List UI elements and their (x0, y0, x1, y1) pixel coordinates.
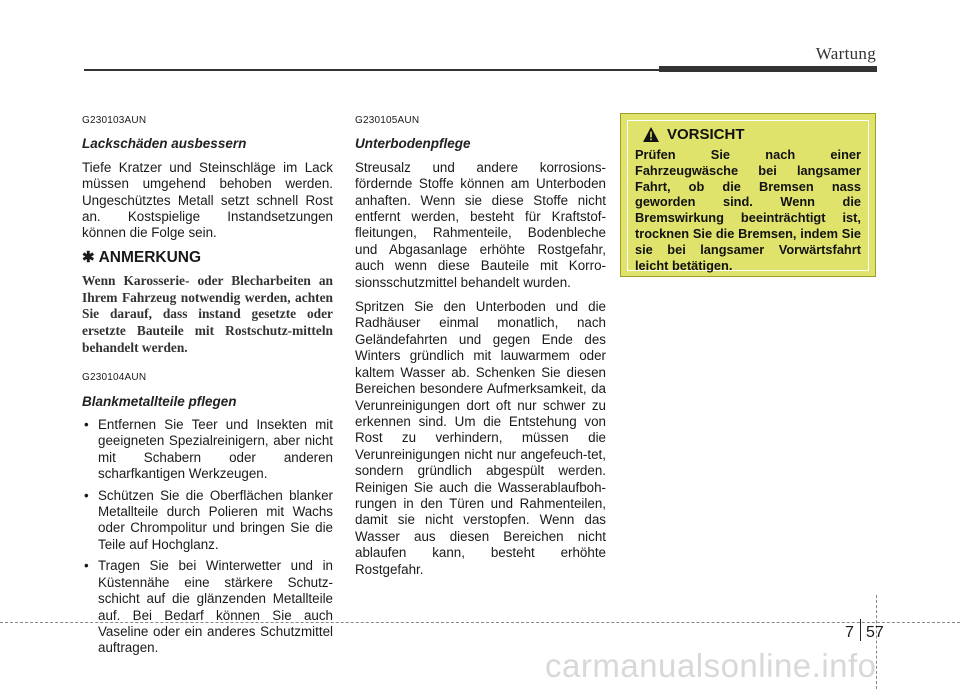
list-item: • Entfernen Sie Teer und Insekten mit geeigneten Spezialreinigern, aber nicht mit Schabern oder anderen scharfkantigen Werkzeugen. (82, 417, 333, 483)
section-heading: Unterbodenpflege (355, 136, 471, 152)
section-heading: Blankmetallteile pflegen (82, 393, 237, 409)
page-separator (860, 619, 861, 641)
note-text: Wenn Karosserie- oder Blecharbeiten an Ihrem Fahrzeug notwendig werden, achten Sie darauf, dass instand gesetzte oder ersetzte Bauteile mit Rostschutz-mitteln behandelt werden. (82, 273, 333, 355)
caution-text: Prüfen Sie nach einer Fahrzeugwäsche bei langsamer Fahrt, ob die Bremsen nass geworden sind. Wenn die Bremswirkung beeinträchtigt ist, trocknen Sie die Bremsen, indem Sie sie bei langsamer Vorwärtsfahrt leicht betätigen. (635, 147, 861, 273)
header-rule (84, 69, 659, 71)
page-number: 57 (866, 624, 884, 641)
section-title: Wartung (815, 44, 876, 63)
caution-box (620, 113, 876, 277)
paragraph: Spritzen Sie den Unterboden und die Radhäuser einmal monatlich, nach Geländefahrten und gegen Ende des Winters gründlich mit lauwarmem oder kaltem Wasser ab. Schenken Sie diesen Bereichen besondere Aufmerksamkeit, da Verunreinigungen dort oft nur schwer zu erkennen sind. Um die Entstehung von Rost zu verhindern, müssen die Verunreinigungen nicht nur angefeuch-tet, sondern gründlich abgespült werden. Reinigen Sie auch die Wasserablaufboh-rungen in den Türen und Rahmenteilen, damit sie nicht verstopfen. Wenn das Wasser aus diesen Bereichen nicht ablaufen kann, besteht erhöhte Rostgefahr. (355, 299, 606, 577)
header-bar (659, 66, 877, 72)
footer-rule (0, 622, 960, 623)
middle-column (355, 113, 606, 586)
section-code: G230105AUN (355, 115, 420, 126)
caution-title: VORSICHT (667, 126, 745, 143)
watermark: carmanualsonline.info (545, 647, 877, 684)
list-item: • Tragen Sie bei Winterwetter und in Küstennähe eine stärkere Schutz-schicht auf die glänzenden Metallteile auf. Bei Bedarf können Sie auch Vaseline oder ein anderes Schutzmittel auftragen. (82, 558, 333, 656)
paragraph: Streusalz und andere korrosions-fördernde Stoffe können am Unterboden anhaften. Wenn sie diese Stoffe nicht entfernt werden, besteht für Kraftstof-fleitungen, Rahmenteile, Bodenbleche und Abgasanlage erhöhte Rostgefahr, auch wenn diese Bauteile mit Korro-sionsschutzmittel behandelt wurden. (355, 159, 606, 290)
warning-icon (643, 127, 659, 142)
section-heading: Lackschäden ausbessern (82, 136, 247, 152)
note-heading (82, 250, 333, 266)
star-icon: ✱ (82, 248, 95, 266)
left-column (82, 113, 333, 662)
paragraph: Tiefe Kratzer und Steinschläge im Lack müssen umgehend behoben werden. Ungeschütztes Metall setzt schnell Rost an. Kostspielige Instandsetzungen können die Folge sein. (82, 159, 333, 241)
section-code: G230103AUN (82, 115, 147, 126)
list-item: • Schützen Sie die Oberflächen blanker Metallteile durch Polieren mit Wachs oder Chrompolitur und bringen Sie die Teile auf Hochglanz. (82, 488, 333, 554)
chapter-number: 7 (845, 624, 854, 641)
bullet-list (82, 417, 333, 657)
caution-header (643, 126, 745, 143)
section-code: G230104AUN (82, 372, 147, 384)
note-title: ANMERKUNG (98, 248, 202, 266)
